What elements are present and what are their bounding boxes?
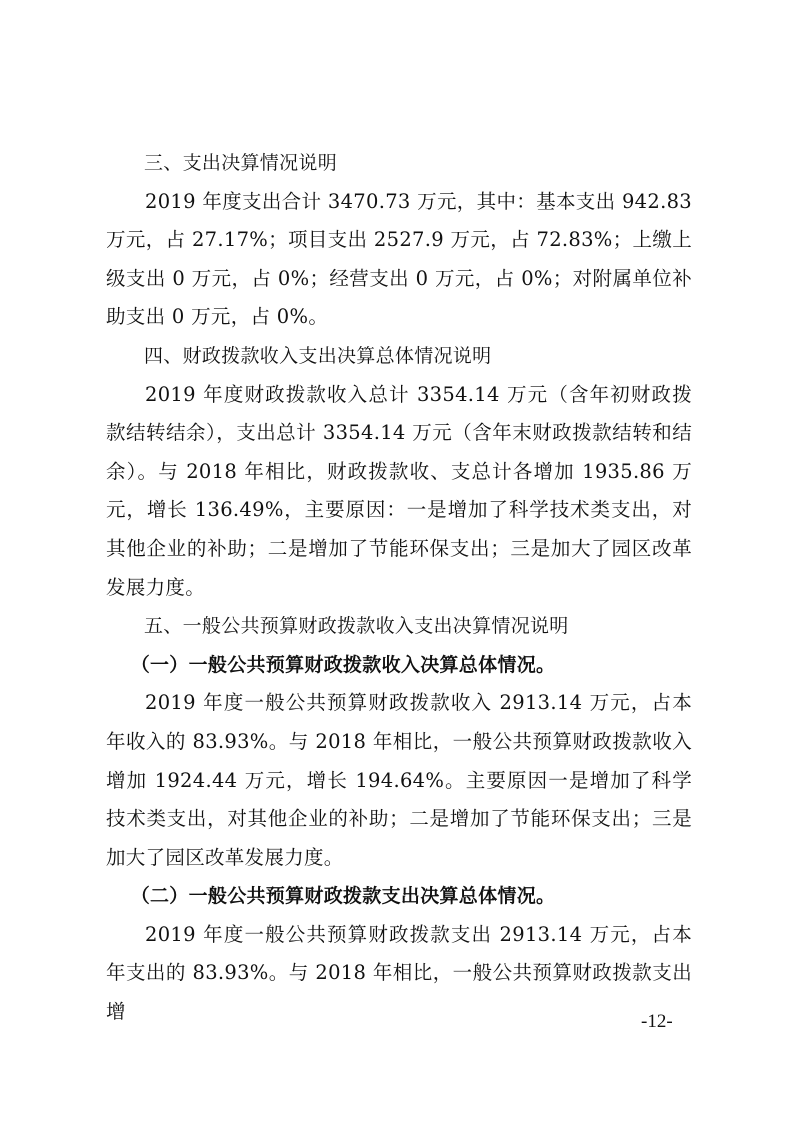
section-5-sub1-paragraph: 2019 年度一般公共预算财政拨款收入 2913.14 万元，占本年收入的 83.93%。与 2018 年相比，一般公共预算财政拨款收入增加 1924.44 万元，增长 194.64%。主要原因一是增加了科学技术类支出，对其他企业的补助；二是增加了节能环保支出；三是加大了园区改革发展力度。 [106,691,692,869]
section-5-sub1-heading: （一）一般公共预算财政拨款收入决算总体情况。 [130,653,556,676]
page-content [106,144,692,1032]
section-4-paragraph: 2019 年度财政拨款收入总计 3354.14 万元（含年初财政拨款结转结余），支出总计 3354.14 万元（含年末财政拨款结转和结余）。与 2018 年相比，财政拨款收、支总计各增加 1935.86 万元，增长 136.49%，主要原因：一是增加了科学技术类支出，对其他企业的补助；二是增加了节能环保支出；三是加大了园区改革发展力度。 [106,382,692,599]
section-5-sub2-paragraph: 2019 年度一般公共预算财政拨款支出 2913.14 万元，占本年支出的 83.93%。与 2018 年相比，一般公共预算财政拨款支出增 [106,922,692,1024]
section-5-heading: 五、一般公共预算财政拨款收入支出决算情况说明 [144,615,569,638]
section-5-sub2-heading: （二）一般公共预算财政拨款支出决算总体情况。 [130,885,556,908]
section-3-paragraph: 2019 年度支出合计 3470.73 万元，其中：基本支出 942.83 万元，占 27.17%；项目支出 2527.9 万元，占 72.83%；上缴上级支出 0 万元，占 0%；经营支出 0 万元，占 0%；对附属单位补助支出 0 万元，占 0%。 [106,189,692,329]
section-3-heading: 三、支出决算情况说明 [144,152,338,174]
page-number: -12- [641,1011,673,1032]
section-4-heading: 四、财政拨款收入支出决算总体情况说明 [144,344,492,367]
